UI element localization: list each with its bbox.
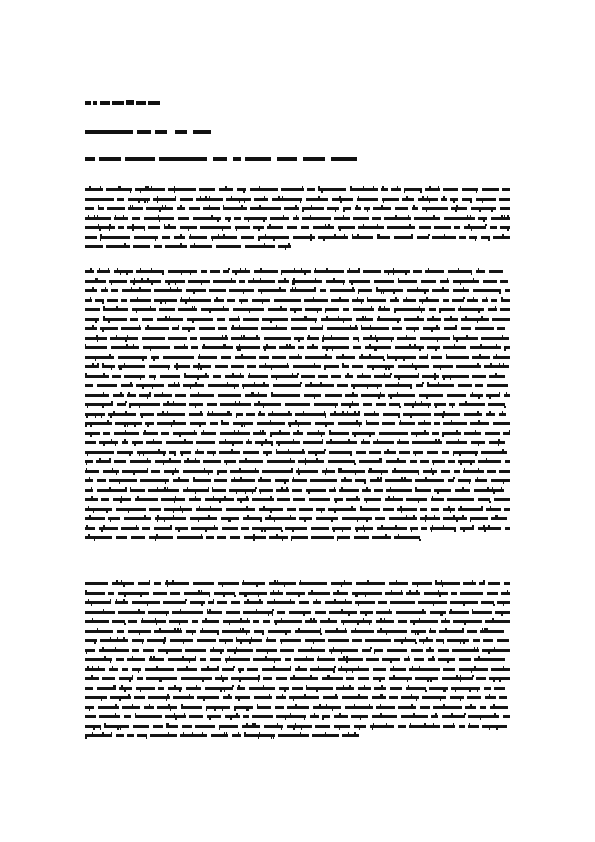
text-line <box>85 267 510 277</box>
text-line <box>85 381 510 391</box>
text-line-glyphs <box>85 731 510 740</box>
text-line <box>85 286 510 296</box>
text-line-glyphs <box>85 305 510 314</box>
text-line-glyphs <box>85 674 510 683</box>
text-line-glyphs <box>85 608 510 617</box>
text-line <box>85 214 510 224</box>
text-line-glyphs <box>85 495 510 504</box>
text-line <box>85 372 510 382</box>
text-line <box>85 233 510 243</box>
text-line-glyphs <box>85 448 510 457</box>
text-line <box>85 598 510 608</box>
text-line <box>85 419 510 429</box>
text-line <box>85 305 510 315</box>
paragraph-3 <box>85 579 510 741</box>
text-line-glyphs <box>85 410 510 419</box>
text-line <box>85 533 510 543</box>
author-text-glyphs <box>85 99 165 107</box>
text-line <box>85 712 510 722</box>
text-line <box>85 242 510 252</box>
text-line <box>85 457 510 467</box>
text-line <box>85 505 510 515</box>
text-line <box>85 334 510 344</box>
text-line-glyphs <box>85 476 510 485</box>
text-line <box>85 703 510 713</box>
text-line-glyphs <box>85 579 510 588</box>
text-line <box>85 400 510 410</box>
text-line <box>85 636 510 646</box>
text-line-glyphs <box>85 457 510 466</box>
text-line <box>85 362 510 372</box>
text-line-glyphs <box>85 703 510 712</box>
text-line-glyphs <box>85 334 510 343</box>
text-line-glyphs <box>85 524 510 533</box>
text-line <box>85 429 510 439</box>
text-line-glyphs <box>85 267 510 276</box>
text-line-glyphs <box>85 362 510 371</box>
text-line <box>85 277 510 287</box>
text-line-glyphs <box>85 343 510 352</box>
text-line <box>85 495 510 505</box>
text-line <box>85 410 510 420</box>
text-line-glyphs <box>85 353 510 362</box>
text-line-glyphs <box>85 712 510 721</box>
text-line-glyphs <box>85 204 510 213</box>
text-line-glyphs <box>85 419 510 428</box>
text-line <box>85 608 510 618</box>
date-text-glyphs <box>85 128 215 136</box>
text-line-glyphs <box>85 391 510 400</box>
text-line <box>85 665 510 675</box>
text-line-glyphs <box>85 242 510 251</box>
text-line <box>85 722 510 732</box>
author-line <box>85 99 165 110</box>
text-line <box>85 467 510 477</box>
text-line-glyphs <box>85 429 510 438</box>
text-line <box>85 438 510 448</box>
text-line-glyphs <box>85 693 510 702</box>
subject-line <box>85 155 385 166</box>
text-line-glyphs <box>85 646 510 655</box>
text-line <box>85 343 510 353</box>
text-line <box>85 476 510 486</box>
text-line-glyphs <box>85 598 510 607</box>
text-line-glyphs <box>85 296 510 305</box>
text-line <box>85 315 510 325</box>
text-line <box>85 486 510 496</box>
text-line-glyphs <box>85 722 510 731</box>
text-line <box>85 185 510 195</box>
text-line-glyphs <box>85 467 510 476</box>
text-line <box>85 655 510 665</box>
text-line-glyphs <box>85 589 510 598</box>
text-line <box>85 589 510 599</box>
text-line <box>85 674 510 684</box>
paragraph-1 <box>85 185 510 252</box>
text-line-glyphs <box>85 438 510 447</box>
text-line <box>85 296 510 306</box>
text-line <box>85 524 510 534</box>
text-line <box>85 693 510 703</box>
text-line <box>85 391 510 401</box>
text-line-glyphs <box>85 505 510 514</box>
text-line-glyphs <box>85 315 510 324</box>
text-line <box>85 514 510 524</box>
text-line-glyphs <box>85 533 510 542</box>
text-line-glyphs <box>85 617 510 626</box>
text-line-glyphs <box>85 277 510 286</box>
text-line <box>85 324 510 334</box>
text-line-glyphs <box>85 665 510 674</box>
text-line-glyphs <box>85 185 510 194</box>
text-line <box>85 579 510 589</box>
text-line <box>85 617 510 627</box>
text-line <box>85 195 510 205</box>
text-line-glyphs <box>85 514 510 523</box>
text-line <box>85 448 510 458</box>
text-line-glyphs <box>85 286 510 295</box>
text-line-glyphs <box>85 372 510 381</box>
text-line-glyphs <box>85 684 510 693</box>
text-line <box>85 731 510 741</box>
text-line <box>85 223 510 233</box>
text-line <box>85 204 510 214</box>
text-line-glyphs <box>85 486 510 495</box>
text-line-glyphs <box>85 223 510 232</box>
text-line <box>85 684 510 694</box>
text-line <box>85 627 510 637</box>
text-line-glyphs <box>85 324 510 333</box>
text-line-glyphs <box>85 400 510 409</box>
text-line-glyphs <box>85 636 510 645</box>
text-line-glyphs <box>85 655 510 664</box>
text-line-glyphs <box>85 233 510 242</box>
subject-text-glyphs <box>85 155 385 163</box>
text-line-glyphs <box>85 214 510 223</box>
text-line-glyphs <box>85 627 510 636</box>
text-line-glyphs <box>85 381 510 390</box>
paragraph-2 <box>85 267 510 543</box>
date-line <box>85 128 215 139</box>
text-line-glyphs <box>85 195 510 204</box>
text-line <box>85 646 510 656</box>
text-line <box>85 353 510 363</box>
